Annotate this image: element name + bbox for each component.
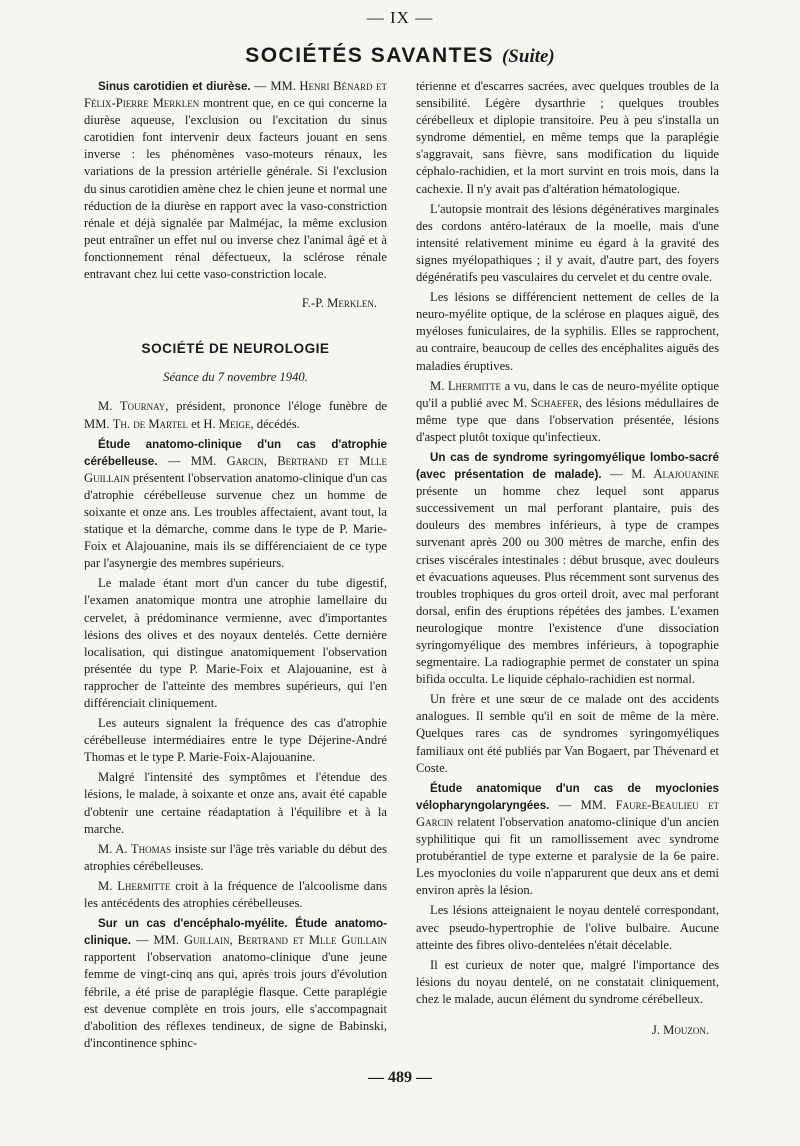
intro-text2: décédés.	[256, 416, 300, 431]
schaefer-name: Schaefer,	[530, 395, 582, 410]
atrophie-title: Étude anatomo-clinique d'un cas d'atrophie cérébelleuse.	[84, 437, 387, 468]
encephalo-authors: MM. Guillain, Bertrand et Mlle Guillain	[153, 933, 388, 948]
lhermitte-text-b: des lésions médullaires de même type que dans l'observation présentée, lésions d'aspect plutôt toxique qu'infectieux.	[416, 395, 720, 444]
atrophie-paragraph-2: Le malade étant mort d'un cancer du tube digestif, l'examen anatomique montra une atrophie lamellaire du cervelet, à prédominance vermienne, avec d'importantes lésions des olives et des noyaux dentelés. Cette dernière localisation, qui distingue anatomiquement l'observation présentée du type P. Marie-Foix et Alajouanine, est à rapprocher de l'atteinte des membres supérieurs, qui l'en différenciait cliniquement.	[84, 576, 387, 710]
autopsie-paragraph: L'autopsie montrait des lésions dégénératives marginales des cordons antéro-latéraux de la moelle, mais d'une intensité relativement minime eu égard à la gravité des signes myélopathiques ; il y avait, d'autre part, des foyers dégénératifs peu vasculaires du cervelet et du centre ovale.	[416, 201, 719, 285]
myoclonies-authors: MM. Faure-Beaulieu et Garcin	[416, 797, 719, 829]
society-title: SOCIÉTÉ DE NEUROLOGIE	[141, 341, 330, 357]
seance-date: Séance du 7 novembre 1940.	[163, 370, 308, 385]
atrophie-paragraph-5	[84, 841, 387, 875]
section-suite: (Suite)	[501, 46, 555, 67]
lhermitte-text: croit à la fréquence de l'alcoolisme dans les antécédents des atrophies cérébelleuses.	[84, 878, 387, 911]
syringo-paragraph-2: Un frère et une sœur de ce malade ont des accidents analogues. Il semble qu'il en soit de même de la mère. Quelques rares cas de syndromes syringomyéliques familiaux ont été publiés par Van Bogaert, par Thévenard et Coste.	[416, 692, 719, 775]
syringo-authors: M. Alajouanine	[631, 467, 719, 482]
encephalo-continuation: térienne et d'escarres sacrées, avec quelques troubles de la sensibilité. Légère dysarthrie ; quelques troubles cérébelleux et diplopie transitoire. Peu à peu s'installa un syndrome démentiel, en même temps que la paraplégie s'aggravait, sans fièvre, sans modification du liquide céphalo-rachidien, et la mort survint en trois mois, dans la cachexie. Il n'y avait pas d'altération hématologique.	[416, 79, 719, 196]
section-title: SOCIÉTÉS SAVANTES	[245, 44, 494, 67]
atrophie-paragraph-6	[84, 878, 387, 912]
left-column	[84, 78, 387, 1055]
lhermitte-name-2: M. Lhermitte	[430, 378, 502, 393]
atrophie-authors: MM. Garcin, Bertrand et Mlle Guillain	[84, 453, 388, 485]
atrophie-paragraph-1: Étude anatomo-clinique d'un cas d'atrophie cérébelleuse. — MM. Garcin, Bertrand et Mlle Guillain présentent l'observation anatomo-clinique d'un cas d'atrophie cérébelleuse survenue chez un homme de soixante et onze ans. Les troubles affectaient, avant tout, la statique et la démarche, comme dans le type de P. Marie-Foix et Alajouanine, mais ils se différenciaient de ce type par l'asynergie des membres supérieurs.	[84, 437, 388, 571]
intro-name: M. Tournay,	[98, 399, 169, 414]
lhermitte-name: M. Lhermitte	[98, 878, 171, 893]
right-column	[416, 78, 719, 1039]
intro-paragraph	[84, 398, 387, 432]
myoclonies-paragraph-3: Il est curieux de noter que, malgré l'importance des lésions du noyau dentelé, on ne constatait cliniquement, chez le malade, aucun élément du syndrome cérébelleux.	[416, 957, 719, 1006]
page-roman-numeral: — IX —	[366, 8, 434, 27]
lhermitte-text-a: a vu, dans le cas de neuro-myélite optique qu'il a publié avec M.	[416, 378, 719, 410]
intro-mid: et	[191, 416, 201, 431]
lesions-paragraph: Les lésions se différencient nettement de celles de la neuro-myélite optique, de la sclérose en plaques aiguë, des myéloses funiculaires, de la syphilis. Elles se rapprochent, au contraire, beaucoup de celles des encéphalites aiguës des maladies éruptives.	[416, 290, 719, 373]
section-header	[0, 44, 800, 68]
intro-name3: H. Meige,	[203, 416, 254, 431]
atrophie-text-1: présentent l'observation anatomo-clinique d'un cas d'atrophie cérébelleuse survenue chez un homme de soixante et onze ans. Les troubles affectaient, avant tout, la statique et la démarche, comme dans le type de P. Marie-Foix et Alajouanine, mais ils se différenciaient de ce type par l'asynergie des membres supérieurs.	[84, 470, 387, 571]
encephalo-title: Sur un cas d'encéphalo-myélite. Étude anatomo-clinique.	[84, 917, 387, 948]
atrophie-paragraph-3: Les auteurs signalent la fréquence des cas d'atrophie cérébelleuse intermédiaires entre le type Déjerine-André Thomas et le type P. Marie-Foix-Alajouanine.	[84, 716, 387, 765]
sinus-text: montrent que, en ce qui concerne la diurèse aqueuse, l'exclusion ou l'excitation du sinus carotidien font intervenir deux facteurs jouant en sens inverse : les phénomènes vaso-moteurs rénaux, les variations de la pression artérielle générale. Si l'exclusion du sinus carotidien amène chez le chien jeune et normal une réduction de la diurèse en rapport avec la vaso-constriction rénale et déjà signalée par Malméjac, la même exclusion peut entraîner un effet nul ou inverse chez l'animal âgé et à fonctionnement rénal défectueux, la sclérose rénale entravant chez lui cette vaso-constriction locale.	[84, 96, 387, 282]
intro-text1: président, prononce l'éloge funèbre de MM.	[84, 399, 387, 431]
encephalo-text: rapportent l'observation anatomo-clinique d'une jeune femme de vingt-cinq ans qui, après trois jours d'évolution fébrile, a été prise de paraplégie flasque. Cette paraplégie est devenue complète en trois jours, elle s'accompagnait d'abolition des réflexes tendineux, de signe de Babinski, d'incontinence sphinc-	[84, 950, 387, 1050]
mouzon-signature: J. Mouzon.	[651, 1022, 709, 1037]
myoclonies-paragraph-1: Étude anatomique d'un cas de myoclonies vélopharyngolaryngées. — MM. Faure-Beaulieu et Garcin relatent l'observation anatomo-clinique d'un ancien syphilitique qui fit un ramollissement avec syndrome protubérantiel de type externe et paralysie de la 6e paire. Les myoclonies du voile n'apparurent que deux ans et demi environ après la lésion.	[416, 781, 719, 898]
page-number: — 489 —	[368, 1069, 432, 1086]
sinus-paragraph: Sinus carotidien et diurèse. — MM. Henri Bénard et Félix-Pierre Merklen montrent que, en ce qui concerne la diurèse aqueuse, l'exclusion ou l'excitation du sinus carotidien font intervenir deux facteurs jouant en sens inverse : les phénomènes vaso-moteurs rénaux, les variations de la pression artérielle générale. Si l'exclusion du sinus carotidien amène chez le chien jeune et normal une réduction de la diurèse en rapport avec la vaso-constriction rénale et déjà signalée par Malméjac, la même exclusion peut entraîner un effet nul ou inverse chez l'animal âgé et à fonctionnement rénal défectueux, la sclérose rénale entravant chez lui cette vaso-constriction locale.	[84, 79, 388, 282]
myoclonies-paragraph-2: Les lésions atteignaient le noyau dentelé correspondant, avec pseudo-hypertrophie de l'olive bulbaire. Aucune atteinte des fibres olivo-dentelées n'était décelable.	[416, 903, 719, 952]
syringo-text-1: présente un homme chez lequel sont apparus successivement un mal perforant plantaire, puis des douleurs des membres inférieurs, à type de crampes survenant après 200 ou 300 mètres de marche, enfin des crises viscérales intestinales : début brusque, avec douleurs et évacuations aqueuses. Plus récemment sont survenus des troubles trophiques du gros orteil droit, avec mal perforant dorsal, enfin des éruptions répétées des jambes. L'examen neurologique montre l'existence d'une dissociation syringomyélique des membres inférieurs, à topographie segmentaire. La radiographie permet de constater un spina bifida occulta. Le liquide céphalo-rachidien est normal.	[416, 484, 719, 687]
sinus-authors: MM. Henri Bénard et Félix-Pierre Merklen	[84, 79, 388, 111]
thomas-text: insiste sur l'âge très variable du début des atrophies cérébelleuses.	[84, 841, 387, 873]
atrophie-paragraph-4: Malgré l'intensité des symptômes et l'étendue des lésions, le malade, à soixante et onze ans, avait été capable d'obtenir une certaine réadaptation à l'équilibre et à la marche.	[84, 770, 387, 836]
thomas-name: M. A. Thomas	[98, 841, 172, 856]
myoclonies-text-1: relatent l'observation anatomo-clinique d'un ancien syphilitique qui fit un ramollissement avec syndrome protubérantiel de type externe et paralysie de la 6e paire. Les myoclonies du voile n'apparurent que deux ans et demi environ après la lésion.	[416, 814, 719, 898]
syringo-paragraph-1: Un cas de syndrome syringomyélique lombo-sacré (avec présentation de malade). — M. Alajouanine présente un homme chez lequel sont apparus successivement un mal perforant plantaire, puis des douleurs des membres inférieurs, à type de crampes survenant après 200 ou 300 mètres de marche, enfin des crises viscérales intestinales : début brusque, avec douleurs et évacuations aqueuses. Plus récemment sont survenus des troubles trophiques du gros orteil droit, avec mal perforant dorsal, enfin des éruptions répétées des jambes. L'examen neurologique montre l'existence d'une dissociation syringomyélique des membres inférieurs, à topographie segmentaire. La radiographie permet de constater un spina bifida occulta. Le liquide céphalo-rachidien est normal.	[416, 450, 719, 687]
sinus-title: Sinus carotidien et diurèse.	[98, 80, 251, 93]
sinus-signature: F.-P. Merklen.	[301, 296, 377, 311]
lhermitte-paragraph	[416, 378, 719, 446]
intro-name2: Th. de Martel	[112, 416, 188, 431]
myoclonies-title: Étude anatomique d'un cas de myoclonies vélopharyngolaryngées.	[416, 781, 719, 812]
encephalo-paragraph: Sur un cas d'encéphalo-myélite. Étude anatomo-clinique. — MM. Guillain, Bertrand et Mlle Guillain rapportent l'observation anatomo-clinique d'une jeune femme de vingt-cinq ans qui, après trois jours d'évolution fébrile, a été prise de paraplégie flasque. Cette paraplégie est devenue complète en trois jours, elle s'accompagnait d'abolition des réflexes tendineux, de signe de Babinski, d'incontinence sphinc-	[84, 917, 388, 1050]
syringo-title: Un cas de syndrome syringomyélique lombo-sacré (avec présentation de malade).	[416, 450, 719, 482]
